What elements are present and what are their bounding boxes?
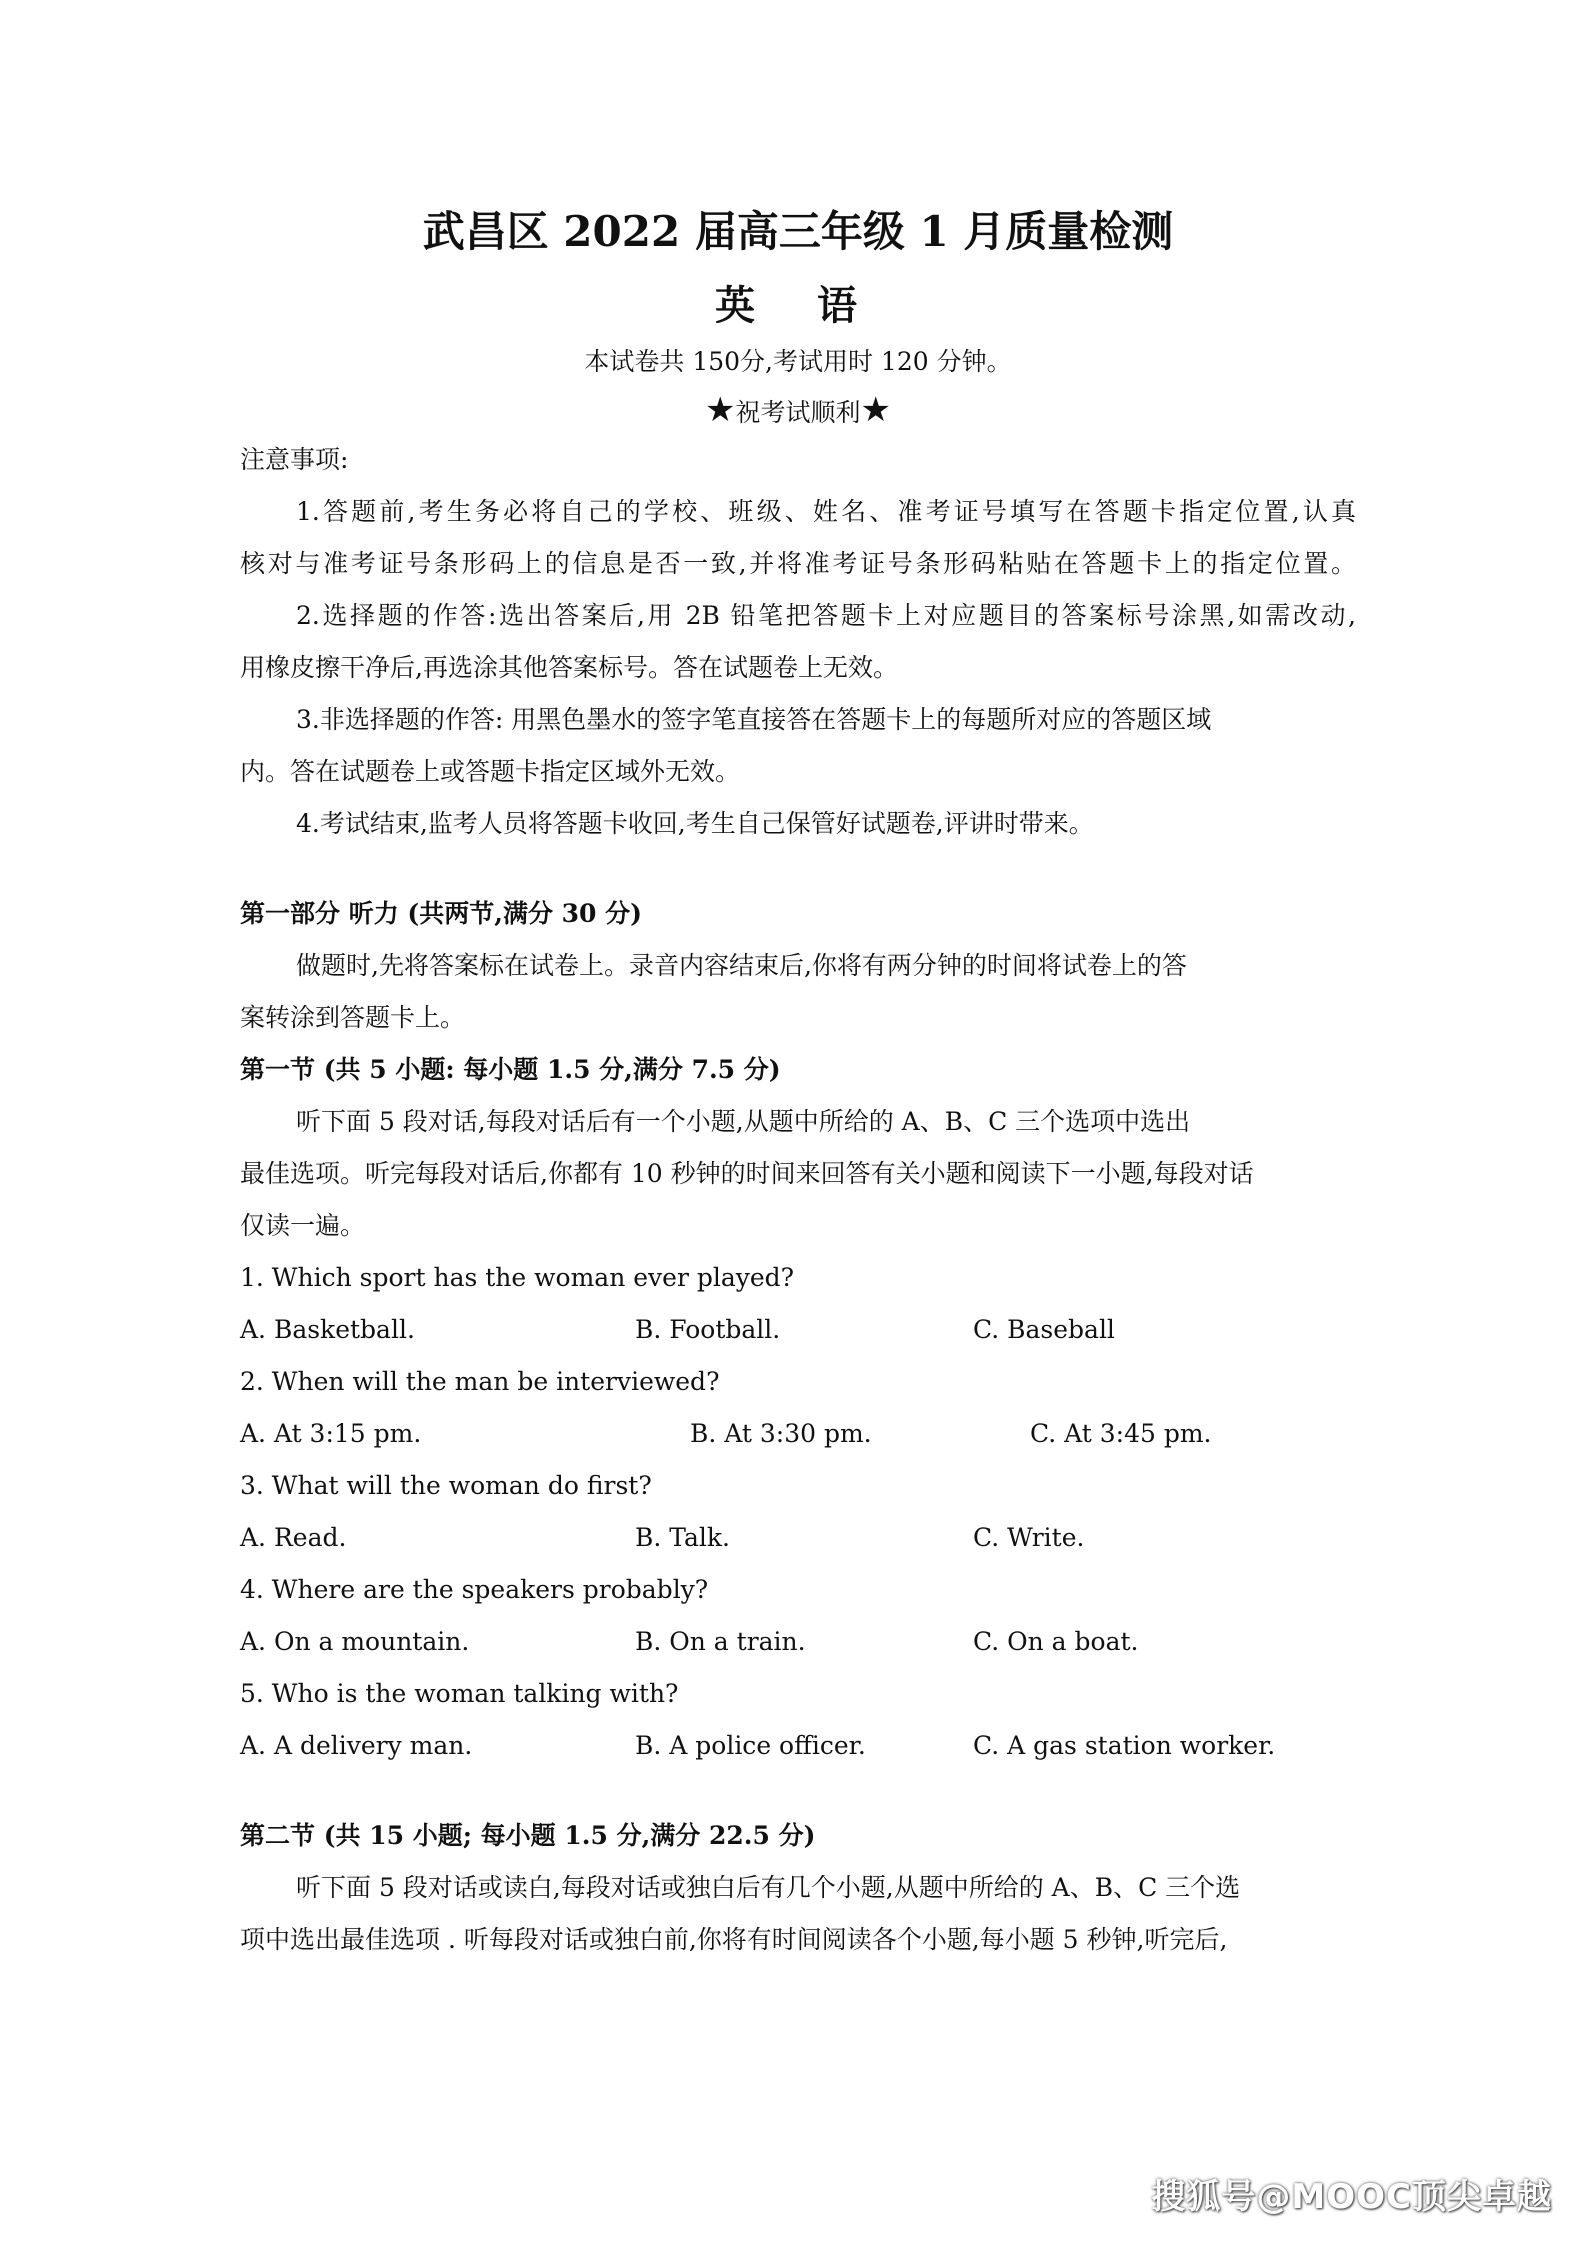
section1-heading: 第一节 (共 5 小题: 每小题 1.5 分,满分 7.5 分) [240,1055,781,1084]
option-a: A. Read. [240,1523,347,1552]
options-1 [240,1304,1356,1356]
option-a: A. Basketball. [240,1315,415,1344]
star-icon: ★ [860,390,891,430]
exam-page [240,200,1356,1966]
option-c: C. A gas station worker. [973,1731,1276,1760]
exam-info: 本试卷共 150分,考试用时 120 分钟。 [584,347,1012,376]
option-c: C. At 3:45 pm. [1030,1419,1212,1448]
option-b: B. Talk. [635,1523,730,1552]
star-icon: ★ [705,390,736,430]
option-c: C. On a boat. [973,1627,1139,1656]
option-b: B. On a train. [635,1627,806,1656]
option-a: A. At 3:15 pm. [240,1419,422,1448]
question-3: 3. What will the woman do first? [240,1471,652,1500]
options-2 [240,1408,1356,1460]
note-line: 1.答题前,考生务必将自己的学校、班级、姓名、准考证号填写在答题卡指定位置,认真 [296,497,1356,526]
note-line: 2.选择题的作答:选出答案后,用 2B 铅笔把答题卡上对应题目的答案标号涂黑,如需改动, [296,601,1356,630]
option-b: B. A police officer. [635,1731,866,1760]
question-4: 4. Where are the speakers probably? [240,1575,709,1604]
options-4 [240,1616,1356,1668]
part1-heading: 第一部分 听力 (共两节,满分 30 分) [240,899,642,928]
exam-title: 武昌区 2022 届高三年级 1 月质量检测 [422,207,1174,256]
option-c: C. Write. [973,1523,1085,1552]
option-b: B. Football. [635,1315,781,1344]
section1-intro-line: 听下面 5 段对话,每段对话后有一个小题,从题中所给的 A、B、C 三个选项中选出 [296,1107,1191,1136]
option-a: A. On a mountain. [240,1627,470,1656]
section1-intro-line: 仅读一遍。 [240,1211,366,1240]
subject-title: 英 语 [715,282,881,329]
option-b: B. At 3:30 pm. [690,1419,872,1448]
note-line: 用橡皮擦干净后,再选涂其他答案标号。答在试题卷上无效。 [240,653,898,682]
question-2: 2. When will the man be interviewed? [240,1367,720,1396]
section1-intro-line: 最佳选项。听完每段对话后,你都有 10 秒钟的时间来回答有关小题和阅读下一小题,每段对话 [240,1159,1254,1188]
good-luck-text: 祝考试顺利 [735,398,861,427]
good-luck-line [240,386,1356,434]
section2-heading: 第二节 (共 15 小题; 每小题 1.5 分,满分 22.5 分) [240,1821,816,1850]
note-line: 3.非选择题的作答: 用黑色墨水的签字笔直接答在答题卡上的每题所对应的答题区域 [296,705,1212,734]
options-5 [240,1720,1356,1772]
option-c: C. Baseball [973,1315,1115,1344]
part1-intro-line: 案转涂到答题卡上。 [240,1003,466,1032]
section2-intro-line: 听下面 5 段对话或读白,每段对话或独白后有几个小题,从题中所给的 A、B、C 三个选 [296,1873,1241,1902]
section2-intro-line: 项中选出最佳选项 . 听每段对话或独白前,你将有时间阅读各个小题,每小题 5 秒钟,听完后, [240,1925,1228,1954]
notes-heading: 注意事项: [240,445,349,474]
note-line: 4.考试结束,监考人员将答题卡收回,考生自己保管好试题卷,评讲时带来。 [296,809,1094,838]
question-5: 5. Who is the woman talking with? [240,1679,679,1708]
note-line: 核对与准考证号条形码上的信息是否一致,并将准考证号条形码粘贴在答题卡上的指定位置。 [240,549,1356,578]
note-line: 内。答在试题卷上或答题卡指定区域外无效。 [240,757,741,786]
options-3 [240,1512,1356,1564]
question-1: 1. Which sport has the woman ever played? [240,1263,795,1292]
source-watermark: 搜狐号@MOOC顶尖卓越 [1151,2177,1552,2217]
option-a: A. A delivery man. [240,1731,473,1760]
part1-intro-line: 做题时,先将答案标在试卷上。录音内容结束后,你将有两分钟的时间将试卷上的答 [296,951,1187,980]
